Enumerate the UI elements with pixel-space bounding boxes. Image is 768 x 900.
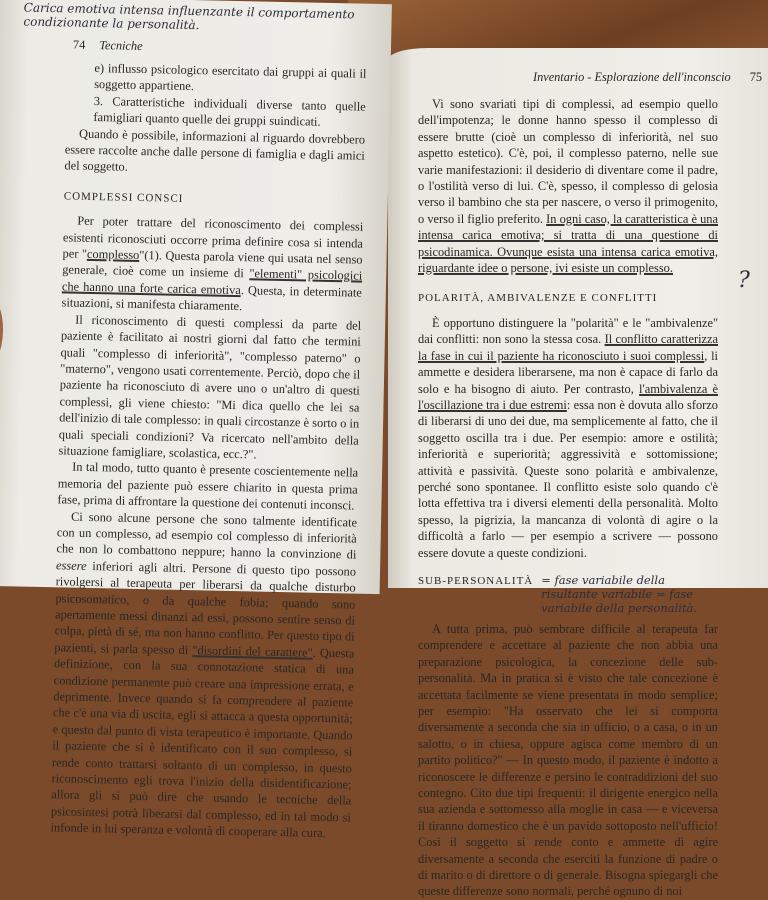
section-heading [418,573,533,589]
handwritten-mark: ? [738,268,750,293]
underlined-text: complesso [86,246,140,263]
text: , li ammette e desidera liberarsene, ma non è capace di farlo da solo e ha bisogno di aiuto. Per contrasto, [418,348,718,396]
paragraph [418,315,718,561]
text: Per poter trattare del riconoscimento dei complessi esistenti riconosciuti occorre prima definire cosa si intenda per " [62,213,364,261]
text: "(1). Questa parola viene qui usata nel senso generale, cioè come un insieme di [62,248,363,281]
text: Vi sono svariati tipi di complessi, ad esempio quello dell'impotenza; le donne hanno spesso il complesso di essere brutte (cioè un complesso di inferiorità, nel suo aspetto estetico). C'è, poi, il complesso paterno, nelle sue varie manifestazioni: il desiderio di diventare come il padre, o l'ostilità verso di lui. C'è, spesso, il complesso di gelosia verso il bambino che sta per nascere, o verso il primogenito, o verso il figlio preferito. [418,97,718,226]
underlined-text: "elementi" psicologici che hanno una forte carica emotiva [61,266,363,297]
paragraph: In tal modo, tutto quanto è presente coscientemente nella memoria del paziente può essere chiarito in questa prima fase, prima di affrontare la questione dei contenuti inconsci. [57,459,359,513]
item-label: e) [94,60,105,76]
text: Ci sono alcune persone che sono talmente identificate con un complesso, ad esempio col complesso di inferiorità che non lo combattono neppure; hanno la convinzione di [56,509,358,562]
finger [0,296,4,367]
handwritten-note: = fase variabile della risultante variabile = fase variabile della personalità. [541,572,698,615]
text: . Questa definizione, con la sua connotazione statica di una condizione permanente può creare una impressione errata, e deprimente. Invece quando si fa comprendere al paziente che c'è una via di uscita, egli si attacca a questa opportunità; e questo dal punto di vista terapeutico è importante. Quando il paziente che si è identificato con il suo complesso, si rende conto trattarsi soltanto di un complesso, in questo riconoscimento egli trova l'inizio della disidentificazione; allora gli si può dire che usando le tecniche della psicosintesi potrà liberarsi dal complesso, ed in tal modo si infonde in lui speranza e volontà di cooperare alla cura. [50,645,355,841]
paragraph [418,96,718,276]
text: È opportuno distinguere la "polarità" e le "ambivalenze" dai conflitti: non sono la stessa cosa. [418,315,718,347]
section-heading-row [418,573,718,615]
paragraph: Il riconoscimento di questi complessi da parte del paziente è facilitato ai nostri giorni dal fatto che termini quali "complesso di inferiorità", "complesso paterno" o "materno", vengono usati correntemente. Perciò, dopo che il paziente ha riconosciuto di avere uno o un'altro di questi complessi, gli viene chiesto: "Mi dica quello che lei sa dell'inizio di tale complesso: in quali circostanze è sorto o in quali speciali condizioni? Va ricercato nell'ambito della situazione famigliare, scolastica, ecc.?". [58,312,362,462]
paragraph: A tutta prima, può sembrare difficile al terapeuta far comprendere e accettare al paziente che non abbia una preparazione psicologica, la concezione delle sub-personalità. Ma in pratica si è visto che tale concezione è accettata facilmente se viene presentata in modo semplice; per esempio: "Ha osservato che lei si comporta diversamente a seconda che sia in ufficio, o a casa, o in un salotto, o in chiesa, oppure agisca come membro di un partito politico?" — In questo modo, il paziente è indotto a riconoscere le differenze e persino le contraddizioni del suo contegno. Cito due tipi frequenti: il dirigente energico nella sua azienda e sottomesso alla moglie in casa — e viceversa il tiranno domestico che è un pavido sottoposto nell'ufficio! Così il soggetto si rende conto e ammette di agire diversamente a seconda che eserciti la funzione di padre o di marito o di direttore o di generale. Bisogna spiegargli che queste differenze sono normali, perché ognuno di noi [418,621,718,899]
running-head [73,38,143,54]
item-text: influsso psicologico esercitato dai gruppi ai quali il soggetto appartiene. [94,61,367,94]
handwritten-note: Carica emotiva intensa influenzante il comportamento condizionante la personalità. [23,0,355,33]
heading-text: SUB-PERSONALITÀ [418,574,534,587]
underlined-text: In ogni caso, la caratteristica è una intensa carica emotiva; si tratta di una questione di psicodinamica. Ovunque esista una intensa carica emotiva, riguardante idee o persone, ivi esiste un complesso. [418,211,718,276]
paragraph: Quando è possibile, informazioni al riguardo dovrebbero essere raccolte anche dalle persone di famiglia e dagli amici del soggetto. [64,126,366,175]
right-page [388,48,768,899]
emphasis: essere [55,558,87,573]
underlined-text: Il conflitto caratterizza la fase in cui il paziente ha riconosciuto i suoi complessi [418,332,719,363]
page-number: 75 [749,70,763,84]
underlined-text: l'ambivalenza è l'oscillazione tra i due estremi [418,381,718,412]
section-heading: POLARITÀ, AMBIVALENZE E CONFLITTI [418,292,658,305]
running-head-title: Tecniche [99,38,143,53]
running-head [533,70,768,85]
running-head-title: Inventario - Esplorazione dell'inconscio [533,70,731,84]
left-page [0,0,392,841]
paragraph [50,508,357,842]
text: inferiori agli altri. Persone di questo tipo possono rivolgersi al terapeuta per liberarsi da qualche disturbo psicosomatico, o da qualche fobia; quando sono apertamente messi dinanzi ad essi, possono sentire senso di colpa, pietà di sé, ma non hanno conflitto. Per questo tipo di pazienti, si parla spesso di [54,558,357,657]
right-text-column [418,96,718,900]
paragraph [61,213,363,318]
text: : essa non è dovuta allo sforzo di liberarsi di uno dei due, ma semplicemente al fatto, che il soggetto oscilla tra i due. Per esempio: amore e ostilità; inferiorità e superiorità; aggressività e sottomissione; attività e passività. Queste sono polarità e ambivalenze, perché sono spontanee. Il conflitto esiste solo quando c'è lotta effettiva tra i diversi elementi della personalità. Molto spesso, la pigrizia, la mancanza di volontà di agire o la difficoltà a farlo — per esempio a scrivere — possono essere dovute a queste condizioni. [418,397,718,560]
left-text-column [50,59,366,842]
section-heading: COMPLESSI CONSCI [63,190,184,205]
page-number: 74 [72,37,86,52]
item-text: Caratteristiche individuali diverse tanto quelle famigliari quanto quelle dei gruppi suindicati. [93,94,366,129]
item-label: 3. [93,93,104,108]
text: . Questa, in determinate situazioni, si manifesta chiaramente. [61,282,363,314]
underlined-text: "disordini del carattere" [192,642,313,660]
